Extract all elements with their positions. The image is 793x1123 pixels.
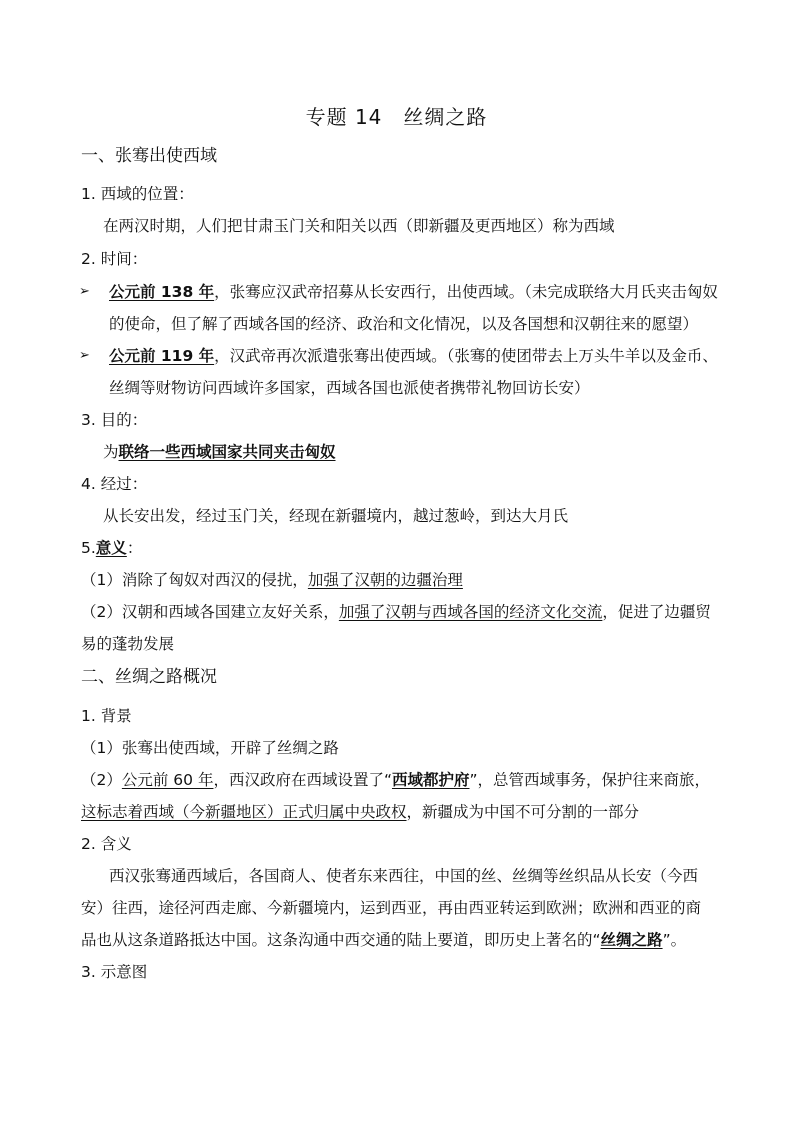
background-item-2-line2: 这标志着西域（今新疆地区）正式归属中央政权，新疆成为中国不可分割的一部分 xyxy=(81,803,640,821)
subheading-meaning: 2. 含义 xyxy=(81,835,132,853)
section-heading-zhang-qian: 一、张骞出使西域 xyxy=(81,146,217,166)
subheading-background: 1. 背景 xyxy=(81,707,132,725)
subheading-map: 3. 示意图 xyxy=(81,963,148,981)
significance-item-2-line1: （2）汉朝和西域各国建立友好关系，加强了汉朝与西域各国的经济文化交流，促进了边疆贸 xyxy=(81,603,711,621)
date-119bc: 公元前 119 年 xyxy=(109,347,215,365)
paragraph-purpose: 为联络一些西域国家共同夹击匈奴 xyxy=(103,443,336,461)
bullet-first-mission-line1: 公元前 138 年，张骞应汉武帝招募从长安西行，出使西域。（未完成联络大月氏夹击匈奴 xyxy=(109,283,718,301)
arrow-bullet-icon: ➢ xyxy=(79,348,90,363)
silk-road-term: 丝绸之路 xyxy=(600,931,663,949)
background-item-1: （1）张骞出使西域，开辟了丝绸之路 xyxy=(81,739,339,757)
significance-label: 意义 xyxy=(95,539,127,557)
meaning-line1: 西汉张骞通西域后，各国商人、使者东来西往，中国的丝、丝绸等丝织品从长安（今西 xyxy=(109,867,699,885)
bullet-second-mission-line1: 公元前 119 年，汉武帝再次派遣张骞出使西域。（张骞的使团带去上万头牛羊以及金币、 xyxy=(109,347,718,365)
meaning-line2: 安）往西，途径河西走廊、今新疆境内，运到西亚，再由西亚转运到欧洲；欧洲和西亚的商 xyxy=(81,899,702,917)
paragraph-location: 在两汉时期，人们把甘肃玉门关和阳关以西（即新疆及更西地区）称为西域 xyxy=(103,217,615,235)
subheading-time: 2. 时间： xyxy=(81,250,148,268)
paragraph-route: 从长安出发，经过玉门关，经现在新疆境内，越过葱岭，到达大月氏 xyxy=(103,507,569,525)
section-heading-silk-road: 二、丝绸之路概况 xyxy=(81,667,217,687)
background-item-2-line1: （2）公元前 60 年，西汉政府在西域设置了“西域都护府”，总管西域事务，保护往来商旅， xyxy=(81,771,711,789)
subheading-route: 4. 经过： xyxy=(81,475,148,493)
protectorate-name: 西域都护府 xyxy=(391,771,470,789)
subheading-significance: 5.意义： xyxy=(81,539,143,557)
bullet-second-mission-line2: 丝绸等财物访问西域许多国家，西域各国也派使者携带礼物回访长安） xyxy=(109,379,590,397)
significance-item-2-line2: 易的蓬勃发展 xyxy=(81,635,175,653)
significance-item-1: （1）消除了匈奴对西汉的侵扰，加强了汉朝的边疆治理 xyxy=(81,571,463,589)
meaning-line3: 品也从这条道路抵达中国。这条沟通中西交通的陆上要道，即历史上著名的“丝绸之路”。 xyxy=(81,931,687,949)
bullet-first-mission-line2: 的使命，但了解了西域各国的经济、政治和文化情况，以及各国想和汉朝往来的愿望） xyxy=(109,315,699,333)
date-138bc: 公元前 138 年 xyxy=(109,283,215,301)
subheading-western-regions-location: 1. 西域的位置： xyxy=(81,185,194,203)
arrow-bullet-icon: ➢ xyxy=(79,284,90,299)
page-title: 专题 14 丝绸之路 xyxy=(305,105,488,129)
purpose-emphasis: 联络一些西域国家共同夹击匈奴 xyxy=(118,443,336,461)
subheading-purpose: 3. 目的： xyxy=(81,411,148,429)
